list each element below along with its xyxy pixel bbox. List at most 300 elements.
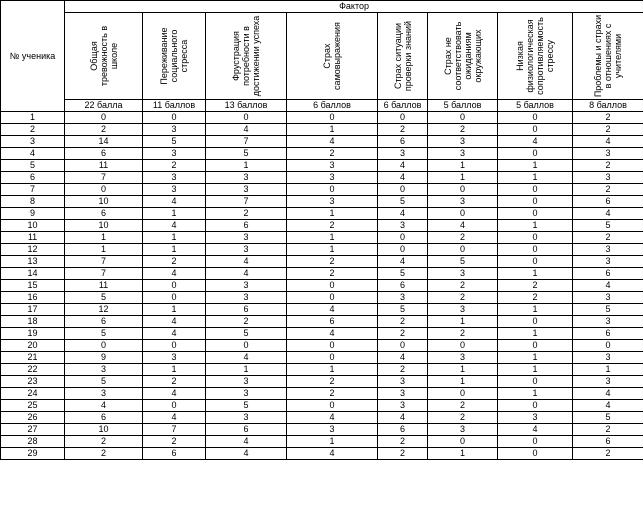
factor-value-cell: 1: [428, 160, 498, 172]
factor-value-cell: 10: [65, 220, 143, 232]
table-row: [1, 352, 643, 364]
factor-value-cell: 4: [573, 136, 643, 148]
student-number-cell: 13: [1, 256, 65, 268]
factor-value-cell: 2: [287, 268, 378, 280]
table-row: [1, 448, 643, 460]
factor-value-cell: 6: [573, 196, 643, 208]
factor-value-cell: 2: [65, 124, 143, 136]
table-row: [1, 400, 643, 412]
factor-value-cell: 0: [428, 244, 498, 256]
factor-value-cell: 2: [378, 316, 428, 328]
student-number-cell: 23: [1, 376, 65, 388]
factor-value-cell: 6: [573, 328, 643, 340]
factor-value-cell: 3: [206, 244, 287, 256]
factor-value-cell: 1: [206, 160, 287, 172]
student-number-cell: 28: [1, 436, 65, 448]
student-number-cell: 20: [1, 340, 65, 352]
factor-value-cell: 2: [378, 364, 428, 376]
factor-value-cell: 4: [143, 220, 206, 232]
factor-value-cell: 4: [287, 328, 378, 340]
factor-value-cell: 1: [143, 244, 206, 256]
factor-value-cell: 3: [573, 256, 643, 268]
factor-value-cell: 1: [287, 208, 378, 220]
factor-value-cell: 4: [287, 136, 378, 148]
factor-value-cell: 3: [65, 388, 143, 400]
factor-value-cell: 2: [573, 184, 643, 196]
factor-value-cell: 4: [378, 352, 428, 364]
factor-value-cell: 0: [65, 340, 143, 352]
factor-value-cell: 4: [143, 268, 206, 280]
factor-value-cell: 1: [573, 364, 643, 376]
factor-value-cell: 3: [287, 424, 378, 436]
factor-value-cell: 5: [206, 400, 287, 412]
factor-value-cell: 3: [378, 220, 428, 232]
factor-value-cell: 6: [287, 316, 378, 328]
factor-value-cell: 5: [143, 136, 206, 148]
table-row: [1, 172, 643, 184]
factor-value-cell: 6: [143, 448, 206, 460]
factor-value-cell: 0: [428, 436, 498, 448]
student-number-cell: 7: [1, 184, 65, 196]
factor-value-cell: 3: [65, 364, 143, 376]
factor-header-4: Страх самовыражения: [287, 13, 378, 100]
factor-value-cell: 2: [143, 376, 206, 388]
table-row: [1, 364, 643, 376]
factor-value-cell: 1: [498, 328, 573, 340]
table-row: [1, 412, 643, 424]
student-number-cell: 22: [1, 364, 65, 376]
factor-value-cell: 4: [573, 388, 643, 400]
factor-value-cell: 3: [428, 268, 498, 280]
factor-value-cell: 3: [206, 412, 287, 424]
factor-value-cell: 0: [498, 148, 573, 160]
student-number-header: № ученика: [1, 1, 65, 112]
student-number-cell: 27: [1, 424, 65, 436]
factor-value-cell: 1: [498, 268, 573, 280]
factor-value-cell: 10: [65, 196, 143, 208]
factor-value-cell: 3: [206, 376, 287, 388]
factor-value-cell: 3: [206, 184, 287, 196]
factor-value-cell: 0: [498, 436, 573, 448]
factor-value-cell: 5: [65, 376, 143, 388]
table-row: [1, 268, 643, 280]
factor-value-cell: 2: [143, 160, 206, 172]
student-number-cell: 8: [1, 196, 65, 208]
factor-value-cell: 0: [378, 232, 428, 244]
factor-value-cell: 6: [65, 148, 143, 160]
factor-value-cell: 11: [65, 280, 143, 292]
factor-header-8: Проблемы и страхи в отношениях с учителями: [573, 13, 643, 100]
table-row: [1, 124, 643, 136]
factor-value-cell: 4: [143, 328, 206, 340]
factor-value-cell: 2: [573, 424, 643, 436]
factor-value-cell: 0: [498, 448, 573, 460]
factor-value-cell: 2: [206, 208, 287, 220]
factor-value-cell: 2: [428, 124, 498, 136]
factor-value-cell: 6: [378, 136, 428, 148]
student-number-cell: 14: [1, 268, 65, 280]
factor-value-cell: 7: [206, 196, 287, 208]
table-row: [1, 184, 643, 196]
student-number-cell: 12: [1, 244, 65, 256]
factor-value-cell: 1: [428, 448, 498, 460]
factor-value-cell: 3: [378, 148, 428, 160]
factor-value-cell: 2: [428, 280, 498, 292]
factor-value-cell: 3: [573, 292, 643, 304]
student-number-cell: 15: [1, 280, 65, 292]
table-row: [1, 136, 643, 148]
factor-header-5: Страх ситуации проверки знаний: [378, 13, 428, 100]
factor-value-cell: 4: [143, 196, 206, 208]
table-row: [1, 280, 643, 292]
factor-value-cell: 1: [498, 220, 573, 232]
table-row: [1, 376, 643, 388]
factor-value-cell: 3: [428, 424, 498, 436]
factor-value-cell: 0: [143, 400, 206, 412]
factor-value-cell: 3: [428, 196, 498, 208]
factor-value-cell: 6: [65, 412, 143, 424]
factor-value-cell: 3: [428, 148, 498, 160]
factor-value-cell: 1: [287, 124, 378, 136]
factor-value-cell: 7: [65, 256, 143, 268]
student-number-cell: 18: [1, 316, 65, 328]
factor-value-cell: 2: [378, 448, 428, 460]
table-row: [1, 244, 643, 256]
factor-value-cell: 0: [428, 388, 498, 400]
factor-value-cell: 0: [143, 112, 206, 124]
factor-value-cell: 0: [498, 184, 573, 196]
factor-header-1: Общая тревожность в школе: [65, 13, 143, 100]
factor-value-cell: 3: [428, 136, 498, 148]
table-row: [1, 292, 643, 304]
factor-value-cell: 1: [143, 208, 206, 220]
factor-value-cell: 5: [206, 148, 287, 160]
factor-value-cell: 2: [287, 388, 378, 400]
table-row: [1, 232, 643, 244]
factor-header-6: Страх не соответствовать ожиданиям окружающих: [428, 13, 498, 100]
factor-value-cell: 0: [498, 208, 573, 220]
factor-value-cell: 6: [378, 280, 428, 292]
factor-value-cell: 4: [498, 424, 573, 436]
factor-value-cell: 4: [378, 208, 428, 220]
factor-value-cell: 2: [287, 220, 378, 232]
factor-value-cell: 5: [573, 412, 643, 424]
student-number-cell: 6: [1, 172, 65, 184]
factor-value-cell: 3: [287, 160, 378, 172]
factor-value-cell: 1: [498, 388, 573, 400]
factor-value-cell: 4: [378, 412, 428, 424]
factor-value-cell: 4: [206, 436, 287, 448]
factor-value-cell: 3: [143, 172, 206, 184]
factor-value-cell: 0: [287, 280, 378, 292]
student-number-cell: 24: [1, 388, 65, 400]
factor-value-cell: 3: [206, 280, 287, 292]
factor-value-cell: 1: [498, 172, 573, 184]
factor-value-cell: 4: [378, 160, 428, 172]
factor-value-cell: 2: [428, 232, 498, 244]
factor-value-cell: 1: [143, 364, 206, 376]
score-header-8: 8 баллов: [573, 100, 643, 112]
factor-value-cell: 7: [65, 172, 143, 184]
factor-value-cell: 3: [143, 124, 206, 136]
factor-value-cell: 0: [498, 256, 573, 268]
factor-value-cell: 0: [498, 316, 573, 328]
factor-value-cell: 0: [143, 340, 206, 352]
factor-value-cell: 3: [573, 172, 643, 184]
factor-value-cell: 1: [428, 364, 498, 376]
table-row: [1, 304, 643, 316]
factor-value-cell: 1: [428, 172, 498, 184]
factor-value-cell: 3: [143, 148, 206, 160]
factor-value-cell: 1: [143, 304, 206, 316]
factor-value-cell: 3: [143, 352, 206, 364]
factor-value-cell: 2: [378, 328, 428, 340]
factor-value-cell: 2: [573, 112, 643, 124]
factor-value-cell: 1: [287, 244, 378, 256]
factor-value-cell: 3: [573, 316, 643, 328]
factor-value-cell: 3: [573, 352, 643, 364]
factor-value-cell: 4: [206, 256, 287, 268]
factor-value-cell: 4: [143, 412, 206, 424]
factor-value-cell: 0: [65, 112, 143, 124]
factor-value-cell: 0: [498, 196, 573, 208]
factor-value-cell: 3: [428, 352, 498, 364]
factor-value-cell: 0: [428, 184, 498, 196]
factor-header-3: Фрустрация потребности в достижении успеха: [206, 13, 287, 100]
factor-value-cell: 2: [65, 448, 143, 460]
factor-value-cell: 2: [428, 292, 498, 304]
factor-value-cell: 0: [287, 352, 378, 364]
score-header-7: 5 баллов: [498, 100, 573, 112]
factor-value-cell: 10: [65, 424, 143, 436]
factor-value-cell: 1: [65, 232, 143, 244]
factor-value-cell: 0: [378, 244, 428, 256]
factor-value-cell: 2: [378, 436, 428, 448]
factor-value-cell: 1: [498, 160, 573, 172]
factor-value-cell: 5: [573, 220, 643, 232]
factor-value-cell: 2: [143, 256, 206, 268]
factor-value-cell: 0: [143, 292, 206, 304]
table-row: [1, 328, 643, 340]
factor-value-cell: 0: [498, 112, 573, 124]
factor-value-cell: 2: [498, 280, 573, 292]
score-header-1: 22 балла: [65, 100, 143, 112]
factor-value-cell: 2: [428, 400, 498, 412]
student-number-cell: 4: [1, 148, 65, 160]
factor-value-cell: 2: [573, 448, 643, 460]
factor-header-2: Переживание социального стресса: [143, 13, 206, 100]
student-number-cell: 19: [1, 328, 65, 340]
factor-value-cell: 2: [498, 292, 573, 304]
factor-value-cell: 6: [206, 304, 287, 316]
factor-value-cell: 0: [206, 112, 287, 124]
student-number-cell: 3: [1, 136, 65, 148]
factor-value-cell: 0: [428, 208, 498, 220]
factor-value-cell: 3: [573, 148, 643, 160]
factor-value-cell: 5: [573, 304, 643, 316]
factor-value-cell: 11: [65, 160, 143, 172]
factor-value-cell: 4: [143, 316, 206, 328]
factor-value-cell: 3: [287, 172, 378, 184]
student-number-cell: 10: [1, 220, 65, 232]
table-row: [1, 112, 643, 124]
factor-value-cell: 5: [65, 292, 143, 304]
factor-value-cell: 2: [573, 232, 643, 244]
factor-value-cell: 0: [378, 184, 428, 196]
factor-value-cell: 2: [428, 412, 498, 424]
table-row: [1, 148, 643, 160]
factor-value-cell: 6: [65, 208, 143, 220]
factor-value-cell: 7: [143, 424, 206, 436]
factor-value-cell: 0: [573, 340, 643, 352]
factor-header-7: Низкая физиологическая сопротивляемость стрессу: [498, 13, 573, 100]
factor-value-cell: 4: [428, 220, 498, 232]
score-header-4: 6 баллов: [287, 100, 378, 112]
factor-value-cell: 2: [287, 148, 378, 160]
factor-value-cell: 6: [206, 424, 287, 436]
factor-header: Фактор: [65, 1, 643, 13]
factor-value-cell: 0: [428, 340, 498, 352]
factor-value-cell: 3: [206, 292, 287, 304]
factor-value-cell: 2: [143, 436, 206, 448]
factor-value-cell: 6: [378, 424, 428, 436]
table-row: [1, 316, 643, 328]
factor-value-cell: 0: [498, 232, 573, 244]
factor-value-cell: 3: [378, 388, 428, 400]
factor-value-cell: 3: [143, 184, 206, 196]
factor-value-cell: 4: [143, 388, 206, 400]
table-row: [1, 256, 643, 268]
factor-value-cell: 2: [287, 256, 378, 268]
factor-value-cell: 4: [573, 280, 643, 292]
factor-value-cell: 6: [573, 268, 643, 280]
student-number-cell: 11: [1, 232, 65, 244]
score-header-3: 13 баллов: [206, 100, 287, 112]
factor-value-cell: 3: [206, 388, 287, 400]
factor-value-cell: 1: [428, 376, 498, 388]
factor-value-cell: 6: [573, 436, 643, 448]
factor-value-cell: 0: [498, 124, 573, 136]
factor-value-cell: 4: [206, 448, 287, 460]
factor-value-cell: 0: [378, 340, 428, 352]
score-header-6: 5 баллов: [428, 100, 498, 112]
factor-value-cell: 2: [206, 316, 287, 328]
factor-value-cell: 4: [498, 136, 573, 148]
factor-value-cell: 4: [287, 448, 378, 460]
factor-value-cell: 1: [498, 352, 573, 364]
factor-value-cell: 3: [378, 292, 428, 304]
factor-value-cell: 3: [573, 376, 643, 388]
student-number-cell: 26: [1, 412, 65, 424]
factor-value-cell: 0: [287, 292, 378, 304]
factor-value-cell: 2: [573, 160, 643, 172]
factor-value-cell: 2: [65, 436, 143, 448]
factor-value-cell: 0: [498, 340, 573, 352]
factor-value-cell: 3: [378, 400, 428, 412]
factor-value-cell: 7: [206, 136, 287, 148]
student-number-cell: 16: [1, 292, 65, 304]
factor-value-cell: 1: [143, 232, 206, 244]
factor-value-cell: 0: [65, 184, 143, 196]
factor-value-cell: 3: [206, 172, 287, 184]
factor-value-cell: 5: [428, 256, 498, 268]
table-row: [1, 220, 643, 232]
score-header-5: 6 баллов: [378, 100, 428, 112]
student-number-cell: 25: [1, 400, 65, 412]
factor-value-cell: 3: [287, 196, 378, 208]
factor-value-cell: 0: [498, 244, 573, 256]
factor-value-cell: 4: [378, 172, 428, 184]
factor-value-cell: 1: [428, 316, 498, 328]
factor-value-cell: 0: [378, 112, 428, 124]
factor-value-cell: 1: [287, 436, 378, 448]
factor-value-cell: 3: [378, 376, 428, 388]
factor-value-cell: 4: [206, 352, 287, 364]
factor-value-cell: 0: [498, 376, 573, 388]
factor-value-cell: 4: [206, 124, 287, 136]
factor-value-cell: 5: [206, 328, 287, 340]
student-number-cell: 1: [1, 112, 65, 124]
factor-value-cell: 6: [206, 220, 287, 232]
factor-value-cell: 5: [378, 196, 428, 208]
table-row: [1, 340, 643, 352]
factor-value-cell: 0: [287, 400, 378, 412]
factor-value-cell: 9: [65, 352, 143, 364]
factor-value-cell: 4: [573, 400, 643, 412]
factor-value-cell: 1: [287, 232, 378, 244]
factor-value-cell: 2: [287, 376, 378, 388]
table-row: [1, 388, 643, 400]
student-number-cell: 21: [1, 352, 65, 364]
factor-value-cell: 6: [65, 316, 143, 328]
table-row: [1, 160, 643, 172]
student-number-cell: 9: [1, 208, 65, 220]
factor-value-cell: 2: [573, 124, 643, 136]
factor-value-cell: 1: [287, 364, 378, 376]
table-row: [1, 196, 643, 208]
factor-value-cell: 4: [573, 208, 643, 220]
factor-value-cell: 2: [428, 328, 498, 340]
factor-value-cell: 4: [206, 268, 287, 280]
factor-value-cell: 4: [287, 412, 378, 424]
factor-value-cell: 4: [378, 256, 428, 268]
student-number-cell: 5: [1, 160, 65, 172]
factor-value-cell: 7: [65, 268, 143, 280]
factor-value-cell: 5: [378, 304, 428, 316]
factor-value-cell: 5: [378, 268, 428, 280]
factor-value-cell: 1: [498, 304, 573, 316]
student-number-cell: 2: [1, 124, 65, 136]
factor-value-cell: 0: [428, 112, 498, 124]
factor-value-cell: 1: [498, 364, 573, 376]
factor-value-cell: 4: [65, 400, 143, 412]
factor-value-cell: 4: [287, 304, 378, 316]
factor-value-cell: 1: [206, 364, 287, 376]
table-body: [1, 112, 643, 460]
factor-value-cell: 0: [498, 400, 573, 412]
student-number-cell: 29: [1, 448, 65, 460]
factor-value-cell: 1: [65, 244, 143, 256]
factor-value-cell: 0: [287, 112, 378, 124]
factor-value-cell: 2: [378, 124, 428, 136]
student-number-cell: 17: [1, 304, 65, 316]
factor-value-cell: 0: [287, 340, 378, 352]
factor-value-cell: 14: [65, 136, 143, 148]
factor-value-cell: 0: [287, 184, 378, 196]
factor-value-cell: 0: [206, 340, 287, 352]
factor-value-cell: 3: [573, 244, 643, 256]
factor-value-cell: 12: [65, 304, 143, 316]
